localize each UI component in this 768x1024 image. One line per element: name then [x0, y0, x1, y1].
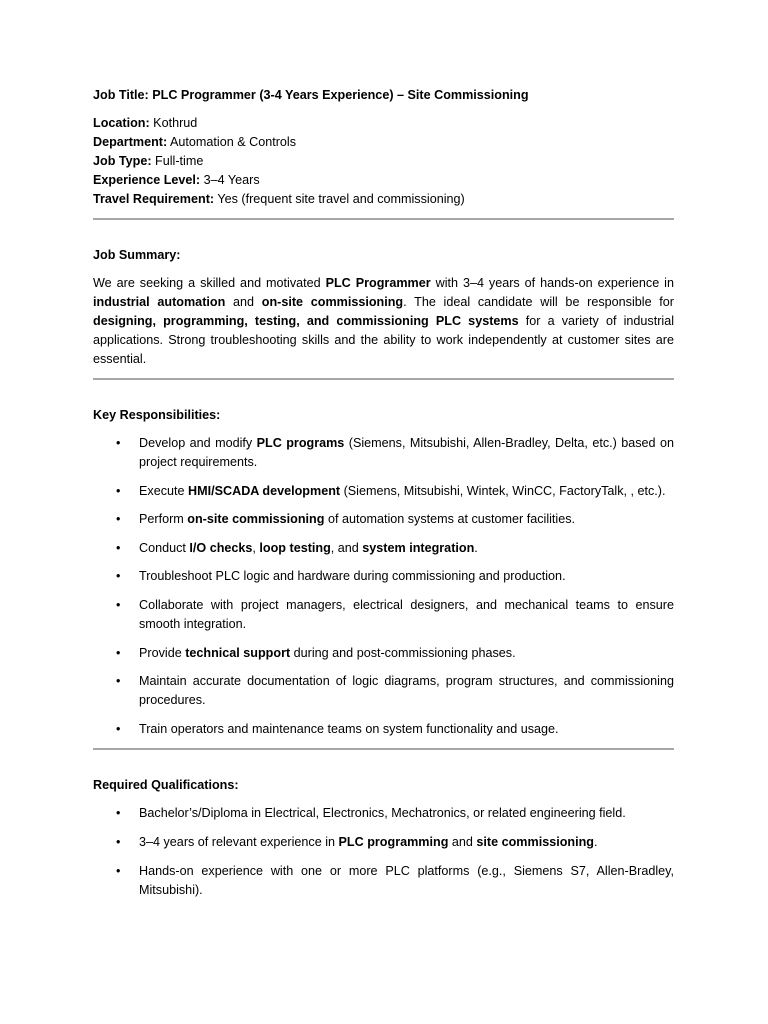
bold-text-run: HMI/SCADA development: [188, 483, 341, 498]
text-run: for a variety of industrial applications. Strong troubleshooting skills and the ability to work independently at customer sites are essential.: [93, 314, 674, 366]
bold-text-run: technical support: [185, 645, 291, 660]
list-item: [93, 720, 674, 739]
bullet-icon: •: [116, 834, 121, 849]
bold-text-run: PLC programs: [256, 436, 345, 450]
detail-value: Full-time: [155, 154, 204, 168]
text-run: We are seeking a skilled and motivated: [93, 276, 326, 290]
text-run: during and post-commissioning phases.: [290, 645, 516, 660]
detail-value: Kothrud: [153, 116, 198, 130]
job-title-value: PLC Programmer (3-4 Years Experience) – Site Commissioning: [152, 88, 529, 102]
bold-text-run: system integration: [362, 540, 475, 555]
qualifications-heading: [93, 776, 674, 795]
section-divider: [93, 378, 674, 380]
text-run: , and: [330, 540, 363, 555]
text-run: .: [593, 834, 598, 849]
detail-label: Travel Requirement:: [93, 192, 215, 206]
detail-label: Job Type:: [93, 154, 152, 168]
job-title-label: Job Title:: [93, 88, 149, 102]
detail-value: Automation & Controls: [170, 135, 296, 149]
detail-value: 3–4 Years: [203, 173, 260, 187]
bold-text-run: industrial automation: [93, 295, 226, 309]
text-run: .: [474, 540, 478, 555]
text-run: Conduct: [139, 540, 190, 555]
text-run: Perform: [139, 512, 188, 527]
bullet-icon: •: [116, 645, 121, 660]
text-run: ,: [252, 540, 260, 555]
bold-text-run: PLC Programmer: [325, 276, 431, 290]
summary-heading-text: Job Summary:: [93, 248, 181, 262]
detail-label: Location:: [93, 116, 150, 130]
detail-department: [93, 133, 674, 152]
summary-paragraph: [93, 274, 674, 369]
detail-travel-requirement: [93, 190, 674, 209]
text-run: and: [225, 295, 262, 309]
bullet-icon: •: [116, 436, 121, 450]
list-item: [93, 482, 674, 501]
job-description-document: [93, 86, 674, 909]
text-run: Collaborate with project managers, electrical designers, and mechanical teams to ensure smooth integration.: [139, 597, 674, 631]
text-run: Train operators and maintenance teams on system functionality and usage.: [139, 721, 559, 736]
text-run: Bachelor’s/Diploma in Electrical, Electronics, Mechatronics, or related engineering field.: [139, 806, 626, 821]
list-item: [93, 596, 674, 634]
bold-text-run: on-site commissioning: [187, 512, 325, 527]
text-run: (Siemens, Mitsubishi, Wintek, WinCC, FactoryTalk, , etc.).: [340, 483, 666, 498]
detail-label: Experience Level:: [93, 173, 201, 187]
responsibilities-heading: [93, 406, 674, 425]
detail-location: [93, 114, 674, 133]
responsibilities-list: [93, 434, 674, 739]
bullet-icon: •: [116, 569, 121, 584]
bold-text-run: designing, programming, testing, and commissioning PLC systems: [93, 314, 519, 328]
detail-label: Department:: [93, 135, 168, 149]
responsibilities-heading-text: Key Responsibilities:: [93, 408, 221, 422]
bullet-icon: •: [116, 597, 121, 612]
bullet-icon: •: [116, 863, 121, 878]
bold-text-run: I/O checks: [189, 540, 253, 555]
job-title-line: [93, 86, 674, 105]
bullet-icon: •: [116, 512, 121, 527]
qualifications-heading-text: Required Qualifications:: [93, 778, 239, 793]
text-run: with 3–4 years of hands-on experience in: [430, 276, 674, 290]
bullet-icon: •: [116, 806, 121, 821]
bullet-icon: •: [116, 540, 121, 555]
qualifications-list: [93, 804, 674, 899]
text-run: . The ideal candidate will be responsible for: [403, 295, 674, 309]
text-run: 3–4 years of relevant experience in: [139, 834, 339, 849]
list-item: [93, 434, 674, 472]
detail-job-type: [93, 152, 674, 171]
list-item: [93, 644, 674, 663]
bold-text-run: PLC programming: [338, 834, 449, 849]
text-run: and: [448, 834, 477, 849]
bullet-icon: •: [116, 721, 121, 736]
bullet-icon: •: [116, 483, 121, 498]
list-item: [93, 672, 674, 710]
text-run: Provide: [139, 645, 186, 660]
text-run: Hands-on experience with one or more PLC platforms (e.g., Siemens S7, Allen-Bradley, Mitsubishi).: [139, 863, 674, 897]
text-run: Maintain accurate documentation of logic diagrams, program structures, and commissioning procedures.: [139, 674, 674, 708]
bold-text-run: site commissioning: [476, 834, 594, 849]
bullet-icon: •: [116, 674, 121, 689]
list-item: [93, 539, 674, 558]
list-item: [93, 833, 674, 852]
list-item: [93, 510, 674, 529]
detail-experience-level: [93, 171, 674, 190]
list-item: [93, 567, 674, 586]
job-details: [93, 114, 674, 209]
text-run: Execute: [139, 483, 189, 498]
section-divider: [93, 748, 674, 750]
text-run: of automation systems at customer facilities.: [324, 512, 576, 527]
list-item: [93, 804, 674, 823]
text-run: (Siemens, Mitsubishi, Allen-Bradley, Delta, etc.) based on project requirements.: [139, 436, 675, 469]
section-divider: [93, 218, 674, 220]
bold-text-run: on-site commissioning: [261, 295, 404, 309]
text-run: Develop and modify: [139, 436, 257, 450]
bold-text-run: loop testing: [259, 540, 331, 555]
text-run: Troubleshoot PLC logic and hardware during commissioning and production.: [139, 569, 566, 584]
detail-value: Yes (frequent site travel and commissioning): [217, 192, 465, 206]
summary-heading: [93, 246, 674, 265]
list-item: [93, 862, 674, 900]
